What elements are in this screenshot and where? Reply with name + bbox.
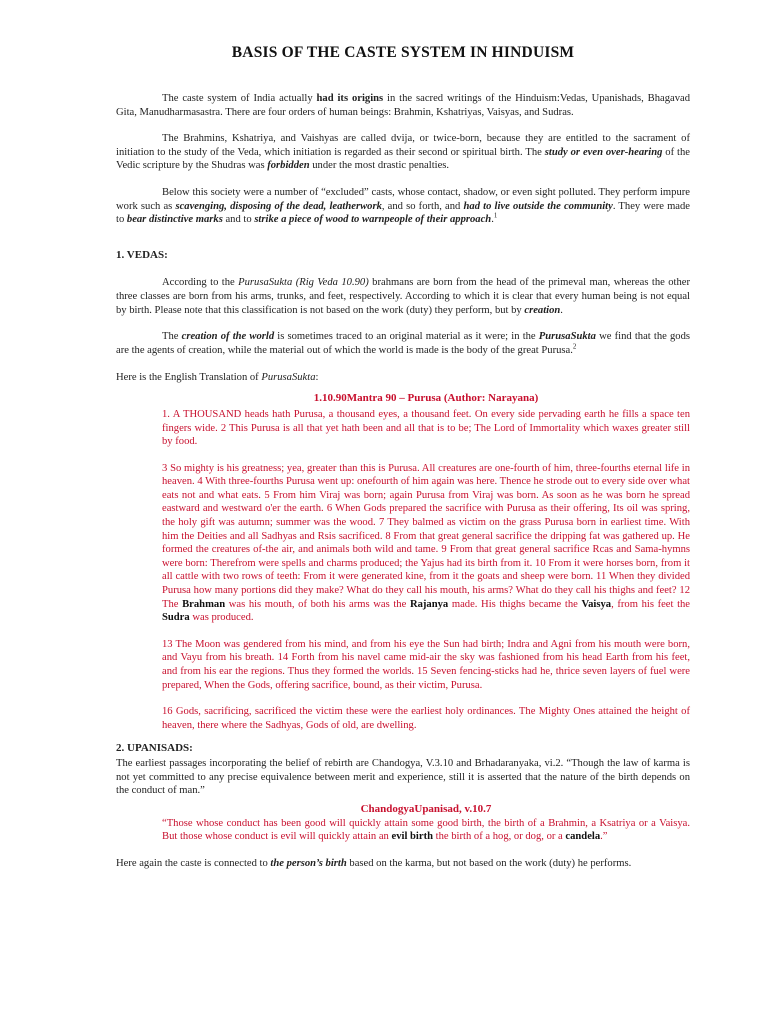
text-run: based on the karma, but not based on the work (duty) he performs. [346, 857, 632, 869]
citation-text: PurusaSukta [261, 372, 316, 384]
caste-term: Brahman [182, 598, 226, 610]
chandogya-heading: ChandogyaUpanisad, v.10.7 [360, 802, 492, 815]
page-title: BASIS OF THE CASTE SYSTEM IN HINDUISM [231, 44, 575, 61]
emphasis-text: the person’s birth [270, 857, 347, 869]
intro-paragraph-1 [116, 92, 690, 119]
mantra-verse-16: 16 Gods, sacrificing, sacrificed the victim these were the earliest holy ordinances. The Mighty Ones attained the height of heaven, there where the Sadhyas, Gods of old, are dwelling. [162, 706, 690, 731]
text-run: Here again the caste is connected to [116, 857, 271, 869]
text-run: made. His thighs became the [448, 598, 582, 610]
text-run: is sometimes traced to an original material as it were; in the [274, 331, 539, 343]
text-run: under the most drastic penalties. [309, 160, 450, 172]
upanisads-paragraph-2 [116, 857, 690, 871]
intro-paragraph-2 [116, 132, 690, 173]
emphasis-text: study or even over-hearing [544, 146, 663, 158]
chandogya-quote [162, 817, 690, 844]
footnote-marker[interactable]: 2 [572, 342, 577, 351]
mantra-verse-13-15: 13 The Moon was gendered from his mind, and from his eye the Sun had birth; Indra and Agni from his mouth were born, and Vayu from his breath. 14 Forth from his navel came mid-air the sky was fashioned from his head Earth from his feet, and from his ear the regions. Thus they formed the worlds. 15 Seven fencing-sticks had he, thrice seven layers of fuel were prepared, When the Gods, offering sacrifice, bound, as their victim, Purusa. [162, 638, 690, 691]
emphasis-text: PurusaSukta [538, 331, 596, 343]
emphasis-text: creation of the world [181, 331, 275, 343]
emphasis-text: forbidden [267, 160, 310, 172]
text-run: the birth of a hog, or dog, or a [433, 831, 566, 843]
text-run: of the Vedic scripture by the Shudras was [116, 146, 690, 172]
caste-term: Vaisya [581, 598, 612, 610]
text-run: , and so forth, and [381, 200, 464, 212]
text-run: was produced. [189, 612, 254, 624]
text-run: we find that the gods are the agents of creation, while the material out of which the world is made is the body of the great Purusa. [116, 331, 690, 356]
text-run: .” [600, 831, 608, 843]
mantra-heading: 1.10.90Mantra 90 – Purusa (Author: Narayana) [313, 391, 539, 404]
intro-paragraph-3 [116, 186, 690, 227]
emphasis-text: had to live outside the community [463, 200, 613, 212]
text-run: , from his feet the [611, 598, 691, 610]
text-run: was his mouth, of both his arms was the [225, 598, 410, 610]
text-run: : [315, 372, 319, 384]
text-run: “Those whose conduct has been good will quickly attain some good birth, the birth of a Brahmin, a Ksatriya or a Vaisya. But those whose conduct is evil will quickly attain an [162, 817, 690, 843]
caste-term: Sudra [162, 612, 190, 624]
mantra-verse-1-2: 1. A THOUSAND heads hath Purusa, a thousand eyes, a thousand feet. On every side pervading earth he fills a space ten fingers wide. 2 This Purusa is all that yet hath been and all that is to be; The Lord of Immortality which waxes greater still by food. [162, 408, 690, 448]
text-run: 3 So mighty is his greatness; yea, greater than this is Purusa. All creatures are one-fourth of him, three-fourths eternal life in heaven. 4 With three-fourths Purusa went up: onefourth of him again was here. Thence he strode out to every side over what eats not and what eats. 5 From him Viraj was born; again Purusa from Viraj was born. As soon as he was born he spread eastward and westward o'er the earth. 6 When Gods prepared the sacrifice with Purusa as their offering, Its oil was spring, the holy gift was autumn; summer was the wood. 7 They balmed as victim on the grass Purusa born in earliest time. With him the Deities and all Sadhyas and Rsis sacrificed. 8 From that great general sacrifice the dripping fat was gathered up. He formed the creatures of-the air, and animals both wild and tame. 9 From that great general sacrifice Rcas and Sama-hymns were born: Therefrom were spells and charms produced; the Yajus had its birth from it. 10 From it were horses born, from it all cattle with two rows of teeth: From it were generated kine, from it the goats and sheep were born. 11 When they divided Purusa how many portions did they make? What do they call his mouth, his arms? What do they call his thighs and feet? 12 The [162, 462, 690, 610]
emphasis-text: had its origins [316, 93, 384, 104]
upanisads-paragraph-1: The earliest passages incorporating the belief of rebirth are Chandogya, V.3.10 and Brhadaranyaka, vi.2. “Though the law of karma is not yet committed to any precise equivalence between merit and experience, still it is asserted that the nature of the birth depends on the conduct of man.” [116, 757, 690, 797]
text-run: Here is the English Translation of [116, 372, 262, 384]
text-run: The caste system of India actually [162, 93, 317, 104]
emphasis-text: evil birth [391, 831, 433, 843]
emphasis-text: scavenging, disposing of the dead, leatherwork [175, 200, 382, 212]
mantra-verse-3-12 [162, 462, 690, 625]
text-run: . [491, 214, 494, 226]
text-run: The Brahmins, Kshatriya, and Vaishyas are called dvija, or twice-born, because they are entitled to the sacrament of initiation to the study of the Veda, which initiation is regarded as their second or spiritual birth. The [116, 133, 690, 158]
emphasis-text: candela [565, 831, 601, 843]
text-run: . [560, 304, 563, 316]
vedas-paragraph-1 [116, 276, 690, 317]
text-run: and to [222, 214, 255, 226]
text-run: brahmans are born from the head of the primeval man, whereas the other three classes are born from his arms, trunks, and feet, respectively. According to which it is clear that every human being is not equal by birth. Please note that this classification is not based on the work (duty) they perform, but by [116, 277, 691, 316]
vedas-paragraph-2 [116, 330, 690, 357]
text-run: The [162, 331, 182, 343]
footnote-marker[interactable]: 1 [493, 211, 498, 220]
text-run: in the sacred writings of the Hinduism:Vedas, Upanishads, Bhagavad Gita, Manudharmasastra. There are four orders of human beings: Brahmin, Kshatriyas, Vaisyas, and Sudras. [116, 93, 690, 118]
emphasis-text: bear distinctive marks [126, 214, 223, 226]
citation-text: PurusaSukta (Rig Veda 10.90) [238, 277, 369, 289]
text-run: Below this society were a number of “excluded” casts, whose contact, shadow, or even sight polluted. They perform impure work such as [116, 186, 690, 212]
text-run: . They were made to [116, 200, 691, 226]
text-run: According to the [162, 277, 239, 289]
section-heading-vedas: 1. VEDAS: [116, 248, 168, 261]
caste-term: Rajanya [409, 598, 449, 610]
section-heading-upanisads: 2. UPANISADS: [116, 742, 193, 755]
emphasis-text: creation [524, 304, 561, 316]
vedas-paragraph-3 [116, 371, 690, 385]
emphasis-text: strike a piece of wood to warnpeople of their approach [254, 214, 492, 226]
